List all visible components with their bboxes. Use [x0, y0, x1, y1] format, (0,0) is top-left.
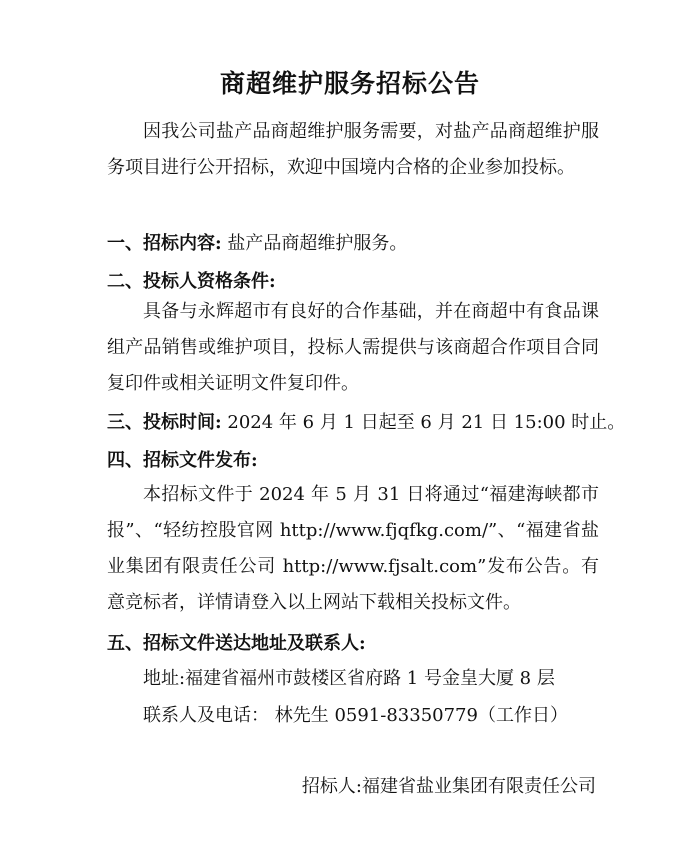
signature: 招标人:福建省盐业集团有限责任公司 [301, 776, 596, 797]
section-1 [107, 226, 407, 262]
document-title: 商超维护服务招标公告 [219, 69, 480, 98]
section-2-label: 二、投标人资格条件: [107, 271, 276, 292]
section-4-text: 本招标文件于 2024 年 5 月 31 日将通过“福建海峡都市报”、“轻纺控股官网 http://www.fjqfkg.com/”、“福建省盐业集团有限责任公司 http://www.fjsalt.com”发布公告。有意竞标者，详情请登入以上网站下载相关投标文件。 [107, 484, 599, 613]
section-1-text: 盐产品商超维护服务。 [221, 233, 408, 254]
section-1-label: 一、招标内容: [107, 233, 222, 254]
section-3-label: 三、投标时间: [107, 412, 222, 433]
contact-line: 联系人及电话： 林先生 0591-83350779（工作日） [143, 705, 568, 726]
section-4-label: 四、招标文件发布: [107, 450, 258, 471]
intro-paragraph: 因我公司盐产品商超维护服务需要，对盐产品商超维护服务项目进行公开招标，欢迎中国境内合格的企业参加投标。 [107, 121, 599, 178]
section-3 [107, 405, 625, 441]
address-line: 地址:福建省福州市鼓楼区省府路 1 号金皇大厦 8 层 [143, 668, 555, 689]
section-2-text: 具备与永辉超市有良好的合作基础，并在商超中有食品课组产品销售或维护项目，投标人需提供与该商超合作项目合同复印件或相关证明文件复印件。 [107, 301, 599, 394]
section-5-label: 五、招标文件送达地址及联系人: [107, 633, 366, 654]
section-3-text: 2024 年 6 月 1 日起至 6 月 21 日 15:00 时止。 [221, 412, 626, 433]
